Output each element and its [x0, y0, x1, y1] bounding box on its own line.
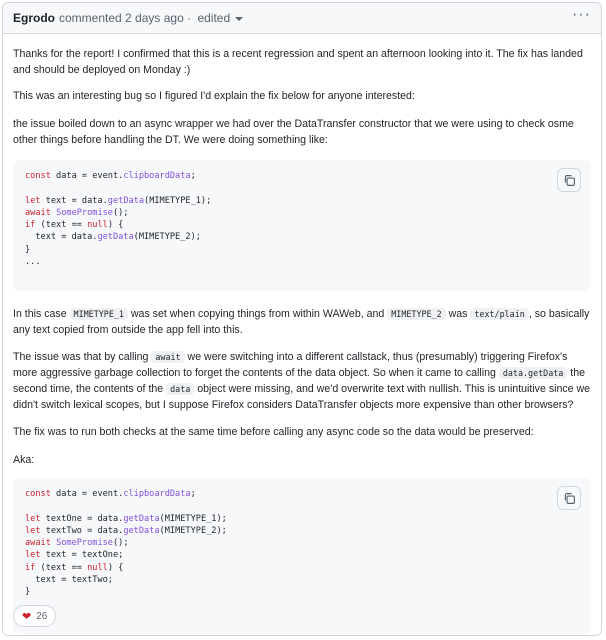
chevron-down-icon	[235, 17, 243, 21]
code-token: let	[25, 550, 41, 561]
code-token: SomePromise	[56, 538, 113, 549]
code-block	[13, 160, 591, 291]
code-token: ;	[190, 489, 196, 499]
code-token: await	[25, 207, 51, 218]
code-token: getData	[123, 513, 160, 524]
code-token: getData	[97, 232, 134, 243]
code-token: clipboardData	[123, 171, 191, 181]
comment-header: Egrodo commented 2 days ago · edited ···	[3, 3, 601, 34]
code-token: (text ==	[35, 562, 88, 573]
code-token: }	[25, 244, 31, 255]
code-token: text = data.	[40, 195, 108, 206]
code-token: (MIMETYPE_2);	[133, 232, 201, 243]
inline-code: MIMETYPE_2	[387, 308, 445, 320]
code-token: null	[87, 220, 108, 231]
inline-code: data	[166, 383, 194, 395]
heart-icon: ❤	[22, 610, 32, 623]
author-link[interactable]: Egrodo	[13, 11, 55, 25]
code-token: let	[25, 195, 41, 206]
code-token: (MIMETYPE_2);	[159, 525, 227, 536]
code-token: let	[25, 525, 41, 536]
code-token: ();	[112, 207, 129, 218]
paragraph: The fix was to run both checks at the same time before calling any async code so the data would be preserved:	[13, 426, 534, 438]
code-token: getData	[123, 525, 160, 536]
inline-code: data.getData	[499, 367, 568, 379]
code-token: data = event.	[50, 171, 124, 181]
code-token: textOne = data.	[40, 513, 124, 524]
code-token: textTwo = data.	[40, 525, 124, 536]
code-token: (MIMETYPE_1);	[144, 195, 212, 206]
comment-body	[3, 34, 601, 634]
code-token: ...	[25, 257, 41, 268]
code-token: (MIMETYPE_1);	[159, 513, 227, 524]
code-token: const	[25, 171, 51, 181]
paragraph: Thanks for the report! I confirmed that this is a recent regression and spent an afternoon looking into it. The fix has landed and should be deployed on Monday :)	[13, 48, 583, 76]
code-token: SomePromise	[56, 207, 113, 218]
code-token: text = textOne;	[40, 550, 124, 561]
code-token: if	[25, 220, 36, 231]
copy-icon	[563, 492, 576, 505]
copy-icon	[563, 174, 576, 187]
reactions-bar	[13, 605, 56, 627]
inline-code: MIMETYPE_1	[70, 308, 128, 320]
reaction-count: 26	[36, 610, 48, 622]
heart-reaction-button[interactable]	[13, 605, 56, 627]
comment-card	[2, 2, 602, 636]
code-token: null	[87, 562, 108, 573]
code-token: text = data.	[25, 232, 98, 243]
code-token: data = event.	[50, 489, 124, 499]
text-run: The issue was that by calling	[13, 351, 152, 363]
more-options-icon[interactable]: ···	[572, 6, 591, 23]
edited-dropdown[interactable]	[197, 11, 243, 25]
code-token: ();	[112, 538, 129, 549]
comment-action: commented	[59, 11, 122, 25]
code-token: await	[25, 538, 51, 549]
code-token: ) {	[107, 562, 124, 573]
code-token: let	[25, 513, 41, 524]
code-token: if	[25, 562, 36, 573]
text-run: object were missing, and we'd overwrite text with nullish. This is unintuitive since we didn't switch lexical scopes, but I suppose Firefox considers DataTransfer objects more expensive than other browsers?	[13, 383, 591, 411]
comment-timestamp[interactable]: 2 days ago	[125, 11, 184, 25]
inline-code: await	[151, 351, 184, 363]
text-run: we were switching into a different callstack, thus (presumably) triggering Firefox's more aggressive garbage collection to forget the contents of the data object. So when it came to calling	[13, 351, 568, 379]
code-block	[13, 478, 591, 634]
code-token: }	[25, 587, 31, 598]
code-token: getData	[107, 195, 145, 206]
text-run: , so basically any text copied from outside the app fell into this.	[13, 308, 590, 336]
copy-button[interactable]	[557, 168, 581, 192]
text-run: was	[445, 308, 471, 320]
paragraph: This was an interesting bug so I figured I'd explain the fix below for anyone interested:	[13, 90, 415, 102]
code-token: text = textTwo;	[25, 575, 113, 586]
text-run: the second time, the contents of the	[13, 367, 586, 395]
edited-label: edited	[197, 11, 231, 25]
paragraph	[13, 306, 591, 338]
text-run: In this case	[13, 308, 70, 320]
code-token: (text ==	[35, 220, 88, 231]
copy-button[interactable]	[557, 486, 581, 510]
code-token: ) {	[107, 220, 124, 231]
code-token: clipboardData	[123, 489, 191, 499]
paragraph: Aka:	[13, 454, 35, 466]
code-token: ;	[190, 171, 196, 181]
paragraph	[13, 349, 591, 413]
inline-code: text/plain	[470, 308, 528, 320]
paragraph: the issue boiled down to an async wrapper we had over the DataTransfer constructor that we were using to check osme other things before handling the DT. We were doing something like:	[13, 118, 574, 146]
text-run: was set when copying things from within WAWeb, and	[127, 308, 388, 320]
code-token: const	[25, 489, 51, 499]
